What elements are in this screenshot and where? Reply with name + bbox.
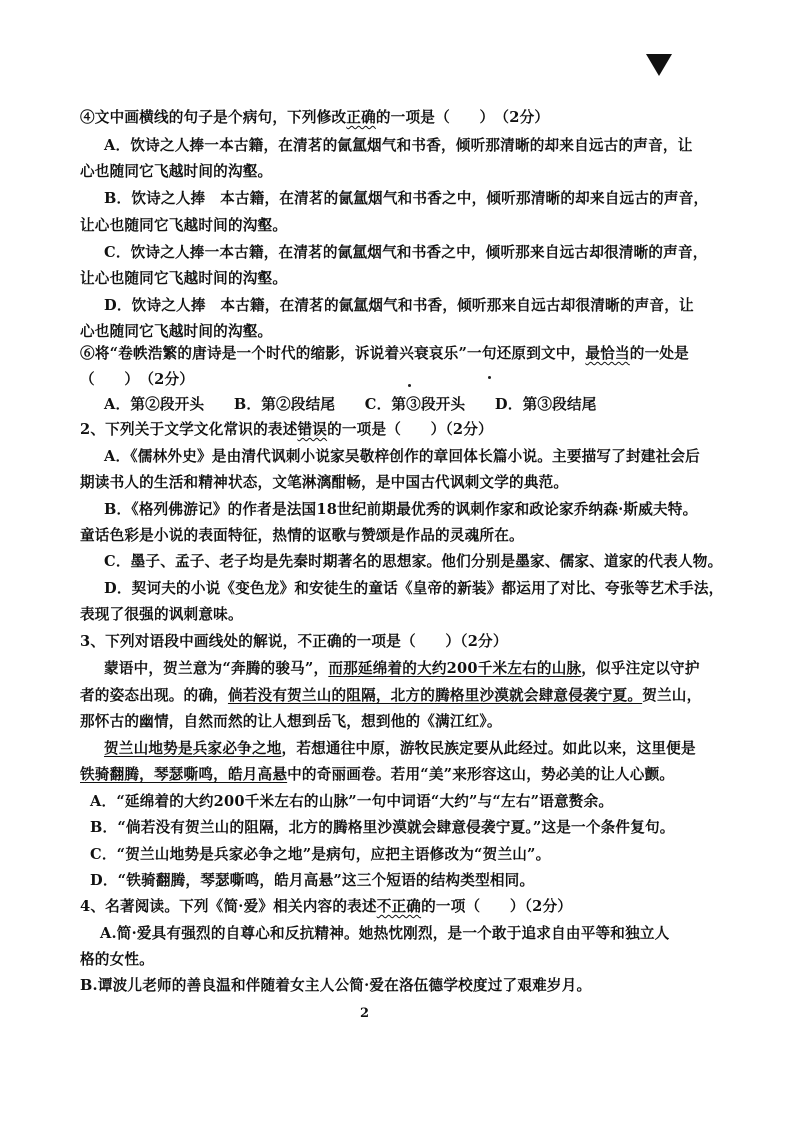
question-3-prompt: 3、下列对语段中画线处的解说，不正确的一项是（ ）（2分） [80, 633, 508, 650]
question-4-prompt: ④文中画横线的句子是个病句，下列修改正确的一项是（ ） （2分） [80, 109, 550, 126]
question-3-option-c: C．“贺兰山地势是兵家必争之地”是病句，应把主语修改为“贺兰山”。 [90, 846, 551, 863]
question-6-options: A．第②段开头 B．第②段结尾 C．第③段开头 D．第③段结尾 [104, 396, 597, 413]
question-2-option-b-cont: 童话色彩是小说的表面特征，热情的讴歌与赞颂是作品的灵魂所在。 [80, 527, 524, 544]
page-number: 2 [360, 1006, 370, 1021]
question-4-option-a-cont: 心也随同它飞越时间的沟壑。 [80, 163, 273, 180]
question-6-score: （ ） （2分） [80, 371, 195, 388]
scan-dot [488, 376, 491, 379]
question-3-passage-line: 铁骑翻腾，琴瑟嘶鸣，皓月高悬中的奇丽画卷。若用“美”来形容这山，势必美的让人心颤。 [80, 766, 675, 783]
question-4b-option-a: A.简·爱具有强烈的自尊心和反抗精神。她热忱刚烈，是一个敢于追求自由平等和独立人 [100, 925, 670, 942]
question-2-prompt: 2、下列关于文学文化常识的表述错误的一项是（ ）（2分） [80, 421, 493, 438]
question-3-passage-line: 贺兰山地势是兵家必争之地，若想通往中原，游牧民族定要从此经过。如此以来，这里便是 [104, 740, 696, 757]
question-3-passage-line: 蒙语中，贺兰意为“奔腾的骏马”，而那延绵着的大约200千米左右的山脉，似乎注定以守护 [104, 660, 700, 677]
question-3-option-a: A．“延绵着的大约200千米左右的山脉”一句中词语“大约”与“左右”语意赘余。 [90, 793, 614, 810]
question-3-option-d: D．“铁骑翻腾，琴瑟嘶鸣，皓月高悬”这三个短语的结构类型相同。 [90, 872, 535, 889]
question-4-option-d-cont: 心也随同它飞越时间的沟壑。 [80, 323, 273, 340]
question-4-option-c-cont: 让心也随同它飞越时间的沟壑。 [80, 270, 288, 287]
question-4-option-b-cont: 让心也随同它飞越时间的沟壑。 [80, 217, 288, 234]
question-2-option-a: A．《儒林外史》是由清代讽刺小说家吴敬梓创作的章回体长篇小说。主要描写了封建社会后 [104, 448, 700, 465]
question-3-option-b: B．“倘若没有贺兰山的阻隔，北方的腾格里沙漠就会肆意侵袭宁夏。”这是一个条件复句。 [90, 819, 675, 836]
scan-dot [408, 384, 411, 387]
question-2-option-d: D．契诃夫的小说《变色龙》和安徒生的童话《皇帝的新装》都运用了对比、夸张等艺术手法， [104, 580, 724, 597]
question-4b-option-b: B.谭波儿老师的善良温和伴随着女主人公简·爱在洛伍德学校度过了艰难岁月。 [80, 977, 592, 994]
question-4-option-b: B．饮诗之人捧 本古籍，在清茗的氤氲烟气和书香之中，倾听那清晰的却来自远古的声音， [104, 190, 709, 207]
corner-triangle-icon [646, 54, 672, 76]
question-6-prompt: ⑥将“卷帙浩繁的唐诗是一个时代的缩影，诉说着兴衰哀乐”一句还原到文中，最恰当的一处是 [80, 345, 689, 362]
question-2-option-c: C．墨子、孟子、老子均是先秦时期著名的思想家。他们分别是墨家、儒家、道家的代表人物。 [104, 553, 723, 570]
question-2-option-a-cont: 期读书人的生活和精神状态，文笔淋漓酣畅，是中国古代讽刺文学的典范。 [80, 474, 569, 491]
question-3-passage-line: 那怀古的幽情，自然而然的让人想到岳飞，想到他的《满江红》。 [80, 713, 502, 730]
question-3-passage-line: 者的姿态出现。的确，倘若没有贺兰山的阻隔，北方的腾格里沙漠就会肆意侵袭宁夏。贺兰山， [80, 687, 702, 704]
question-4-option-a: A．饮诗之人捧一本古籍，在清茗的氤氲烟气和书香，倾听那清晰的却来自远古的声音，让 [104, 137, 693, 154]
question-4-option-d: D．饮诗之人捧 本古籍，在清茗的氤氲烟气和书香，倾听那来自远古却很清晰的声音，让 [104, 297, 694, 314]
question-4b-option-a-cont: 格的女性。 [80, 951, 154, 968]
question-2-option-d-cont: 表现了很强的讽刺意味。 [80, 606, 243, 623]
question-2-option-b: B．《格列佛游记》的作者是法国18世纪前期最优秀的讽刺作家和政论家乔纳森·斯威夫特。 [104, 501, 698, 518]
question-4-option-c: C．饮诗之人捧一本古籍，在清茗的氤氲烟气和书香之中，倾听那来自远古却很清晰的声音， [104, 244, 708, 261]
question-4b-prompt: 4、名著阅读。下列《简·爱》相关内容的表述不正确的一项（ ）（2分） [80, 898, 573, 915]
